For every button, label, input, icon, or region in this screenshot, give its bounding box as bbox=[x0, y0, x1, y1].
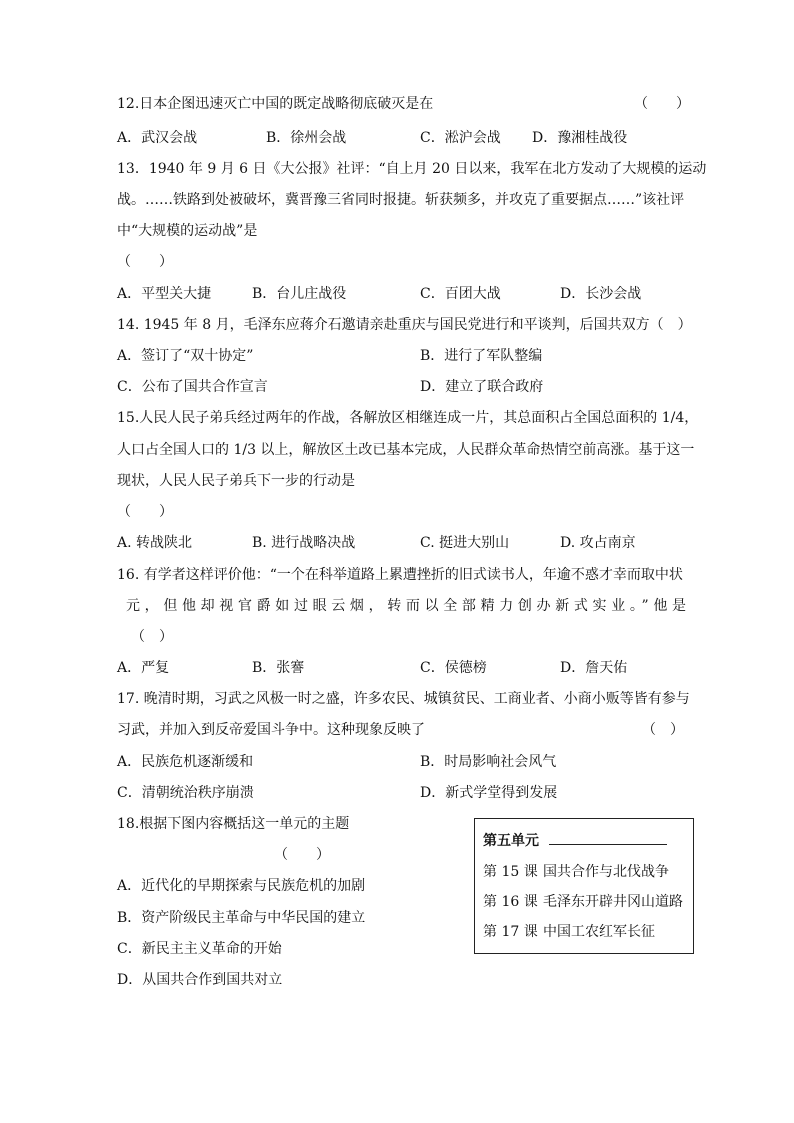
question-16-option-b: B．张謇 bbox=[252, 660, 305, 676]
question-15-option-c: C. 挺进大别山 bbox=[420, 535, 510, 551]
question-13-option-c: C．百团大战 bbox=[420, 286, 501, 302]
lesson-name: 毛泽东开辟井冈山道路 bbox=[543, 894, 683, 910]
lesson-number: 第 15 课 bbox=[483, 864, 538, 880]
question-17-answer-paren: （ ） bbox=[642, 722, 684, 738]
unit-title-row bbox=[483, 830, 667, 851]
question-16-option-d: D．詹天佑 bbox=[560, 660, 628, 676]
question-13-line-3: 中“大规模的运动战”是 bbox=[117, 223, 258, 239]
question-15-line-1: 15.人民人民子弟兵经过两年的作战，各解放区相继连成一片，其总面积占全国总面积的 1/4， bbox=[117, 410, 699, 426]
lesson-name: 国共合作与北伐战争 bbox=[543, 864, 669, 880]
lesson-name: 中国工农红军长征 bbox=[543, 924, 655, 940]
question-13-answer-paren: （ ） bbox=[117, 254, 173, 270]
question-13-option-b: B．台儿庄战役 bbox=[252, 286, 347, 302]
question-12-option-b: B．徐州会战 bbox=[266, 130, 347, 146]
lesson-number: 第 16 课 bbox=[483, 894, 538, 910]
question-15-option-a: A. 转战陕北 bbox=[117, 535, 193, 551]
question-17-option-b: B．时局影响社会风气 bbox=[420, 754, 557, 770]
question-18-option-c: C．新民主主义革命的开始 bbox=[117, 941, 282, 957]
question-16-answer-paren: （ ） bbox=[131, 629, 173, 645]
lesson-row bbox=[483, 892, 683, 912]
question-14-option-a: A．签订了“双十协定” bbox=[117, 348, 254, 364]
question-15-line-3: 现状，人民人民子弟兵下一步的行动是 bbox=[117, 473, 355, 489]
question-15-option-d: D. 攻占南京 bbox=[560, 535, 636, 551]
question-18-option-a: A．近代化的早期探索与民族危机的加剧 bbox=[117, 878, 366, 894]
question-12-answer-paren: （ ） bbox=[634, 96, 690, 112]
question-15-option-b: B. 进行战略决战 bbox=[252, 535, 356, 551]
question-15-line-2: 人口占全国人口的 1/3 以上，解放区土改已基本完成，人民群众革命热情空前高涨。基于这一 bbox=[117, 442, 695, 458]
question-12-option-a: A．武汉会战 bbox=[117, 130, 198, 146]
question-12-option-c: C．淞沪会战 bbox=[420, 130, 501, 146]
question-13-line-1: 13．1940 年 9 月 6 日《大公报》社评：“自上月 20 日以来，我军在北方发动了大规模的运动 bbox=[117, 161, 707, 177]
question-17-line-1: 17. 晚清时期，习武之风极一时之盛，许多农民、城镇贫民、工商业者、小商小贩等皆有参与 bbox=[117, 691, 690, 707]
lesson-row bbox=[483, 862, 669, 882]
question-18-stem: 18.根据下图内容概括这一单元的主题 bbox=[117, 816, 350, 832]
unit-title-blank-line bbox=[549, 830, 667, 845]
question-16-option-c: C．侯德榜 bbox=[420, 660, 487, 676]
question-17-line-2: 习武，并加入到反帝爱国斗争中。这种现象反映了 bbox=[117, 722, 425, 738]
question-16-line-1: 16. 有学者这样评价他：“一个在科举道路上累遭挫折的旧式读书人，年逾不惑才幸而取中状 bbox=[117, 567, 683, 583]
unit-title: 第五单元 bbox=[483, 833, 539, 849]
question-13-option-d: D．长沙会战 bbox=[560, 286, 642, 302]
lesson-row bbox=[483, 922, 655, 942]
question-13-option-a: A．平型关大捷 bbox=[117, 286, 212, 302]
question-18-answer-paren: （ ） bbox=[274, 847, 330, 863]
lesson-number: 第 17 课 bbox=[483, 924, 538, 940]
question-17-option-c: C．清朝统治秩序崩溃 bbox=[117, 785, 254, 801]
question-14-option-b: B．进行了军队整编 bbox=[420, 348, 543, 364]
question-13-line-2: 战。……铁路到处被破坏，冀晋豫三省同时报捷。斩获频多，并攻克了重要据点……”该社评 bbox=[117, 192, 685, 208]
question-14-stem: 14. 1945 年 8 月，毛泽东应蒋介石邀请亲赴重庆与国民党进行和平谈判，后国共双方（ ） bbox=[117, 317, 692, 333]
question-18-option-b: B．资产阶级民主革命与中华民国的建立 bbox=[117, 910, 366, 926]
question-15-answer-paren: （ ） bbox=[117, 504, 173, 520]
question-16-line-2: 元，但他却视官爵如过眼云烟，转而以全部精力创办新式实业。”他是 bbox=[126, 598, 686, 614]
question-17-option-a: A．民族危机逐渐缓和 bbox=[117, 754, 254, 770]
question-17-option-d: D．新式学堂得到发展 bbox=[420, 785, 558, 801]
question-14-option-d: D．建立了联合政府 bbox=[420, 379, 544, 395]
question-16-option-a: A．严复 bbox=[117, 660, 170, 676]
question-14-option-c: C．公布了国共合作宣言 bbox=[117, 379, 268, 395]
question-12-option-d: D．豫湘桂战役 bbox=[532, 130, 628, 146]
unit-outline-box bbox=[474, 818, 694, 954]
question-12-stem: 12.日本企图迅速灭亡中国的既定战略彻底破灭是在 bbox=[117, 96, 434, 112]
question-18-option-d: D．从国共合作到国共对立 bbox=[117, 972, 283, 988]
